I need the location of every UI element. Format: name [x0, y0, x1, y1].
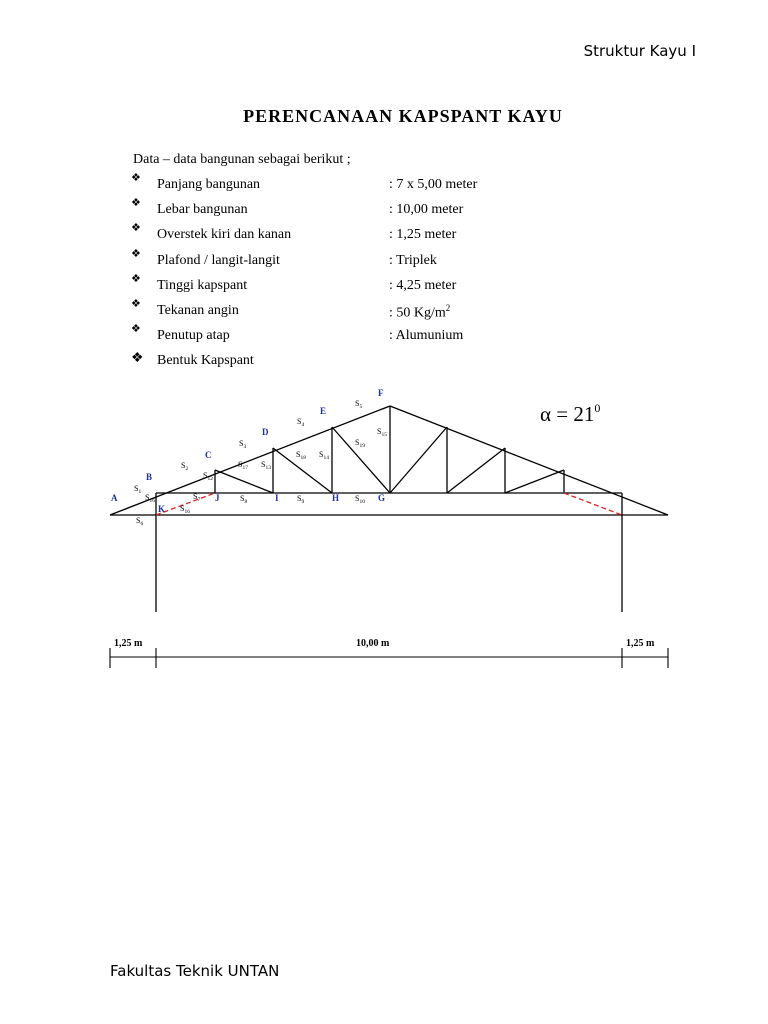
member-label: $S_{14}$: [319, 450, 329, 461]
diagonal-member: [390, 427, 447, 493]
dimension-middle: 10,00 m: [356, 638, 390, 649]
item-label: Penutup atap: [157, 328, 230, 344]
diamond-bullet-icon: ❖: [131, 323, 141, 336]
node-label-a: A: [111, 493, 118, 503]
item-label: Tinggi kapspant: [157, 277, 248, 293]
item-label: Panjang bangunan: [157, 177, 261, 192]
item-value: : 10,00 meter: [389, 202, 464, 218]
diagonal-member: [215, 470, 273, 493]
member-label: $S_4$: [297, 417, 305, 428]
member-label: $S_{13}$: [261, 460, 271, 471]
member-label: $S_2$: [181, 461, 189, 472]
member-label: $S_{12}$: [203, 471, 213, 482]
item-label: Bentuk Kapspant: [157, 353, 254, 369]
node-label-i: I: [275, 493, 279, 503]
item-label: Lebar bangunan: [157, 202, 248, 218]
page-title: PERENCANAAN KAPSPANT KAYU: [243, 106, 563, 126]
member-label: $S_5$: [355, 399, 363, 410]
member-label: $S_6$: [136, 516, 144, 527]
item-value: : Triplek: [389, 252, 437, 268]
item-label: Tekanan angin: [157, 302, 239, 318]
member-label: $S_{10}$: [355, 494, 365, 505]
dimension-left: 1,25 m: [114, 638, 143, 649]
item-value: : Alumunium: [389, 328, 464, 344]
diagonal-member: [505, 470, 564, 493]
member-label: $S_{16}$: [145, 493, 155, 504]
member-label: $S_1$: [134, 484, 142, 495]
item-label: Overstek kiri dan kanan: [157, 227, 292, 243]
node-label-j: J: [215, 493, 220, 503]
node-label-f: F: [378, 388, 384, 398]
member-label: $S_{17}$: [238, 460, 248, 471]
page-header: Struktur Kayu I: [583, 42, 696, 60]
item-value: : 1,25 meter: [389, 227, 457, 243]
node-label-d: D: [262, 427, 269, 437]
node-label-g: G: [378, 493, 386, 503]
node-label-c: C: [205, 450, 212, 460]
dimension-line: [110, 648, 668, 668]
node-label-h: H: [332, 493, 340, 503]
item-value: : 7 x 5,00 meter: [389, 177, 478, 192]
member-label: $S_9$: [297, 494, 305, 505]
diamond-bullet-icon: ❖: [131, 272, 141, 285]
dimension-right: 1,25 m: [626, 638, 655, 649]
roof-angle-label: $\alpha = 21^0$: [540, 401, 601, 426]
member-label: $S_{18}$: [296, 450, 306, 461]
diamond-bullet-icon: ❖: [131, 222, 141, 235]
member-label: $S_{16}$: [180, 504, 190, 515]
diamond-bullet-icon: ❖: [131, 297, 141, 310]
page-footer: Fakultas Teknik UNTAN: [110, 962, 280, 980]
red-dashed-brace: [564, 493, 622, 515]
member-label: $S_{19}$: [355, 438, 365, 449]
member-label: $S_8$: [240, 494, 248, 505]
member-label: $S_{15}$: [377, 427, 387, 438]
member-label: $S_3$: [239, 439, 247, 450]
member-label: $S_7$: [193, 492, 201, 503]
diamond-bullet-icon: ❖: [131, 351, 144, 367]
diamond-bullet-icon: ❖: [131, 197, 141, 210]
item-value-superscript: 2: [445, 302, 451, 313]
intro-text: Data – data bangunan sebagai berikut ;: [133, 152, 351, 167]
diamond-bullet-icon: ❖: [131, 247, 141, 260]
diamond-bullet-icon: ❖: [131, 172, 141, 184]
node-label-k: K: [158, 504, 166, 514]
item-label: Plafond / langit-langit: [157, 252, 280, 268]
right-rafter: [390, 406, 668, 515]
item-value: : 4,25 meter: [389, 277, 457, 293]
node-label-b: B: [146, 472, 153, 482]
diagonal-member: [447, 448, 505, 493]
item-value-text: : 50 Kg/m: [389, 305, 446, 321]
node-label-e: E: [320, 406, 327, 416]
truss-lines: [110, 406, 668, 612]
